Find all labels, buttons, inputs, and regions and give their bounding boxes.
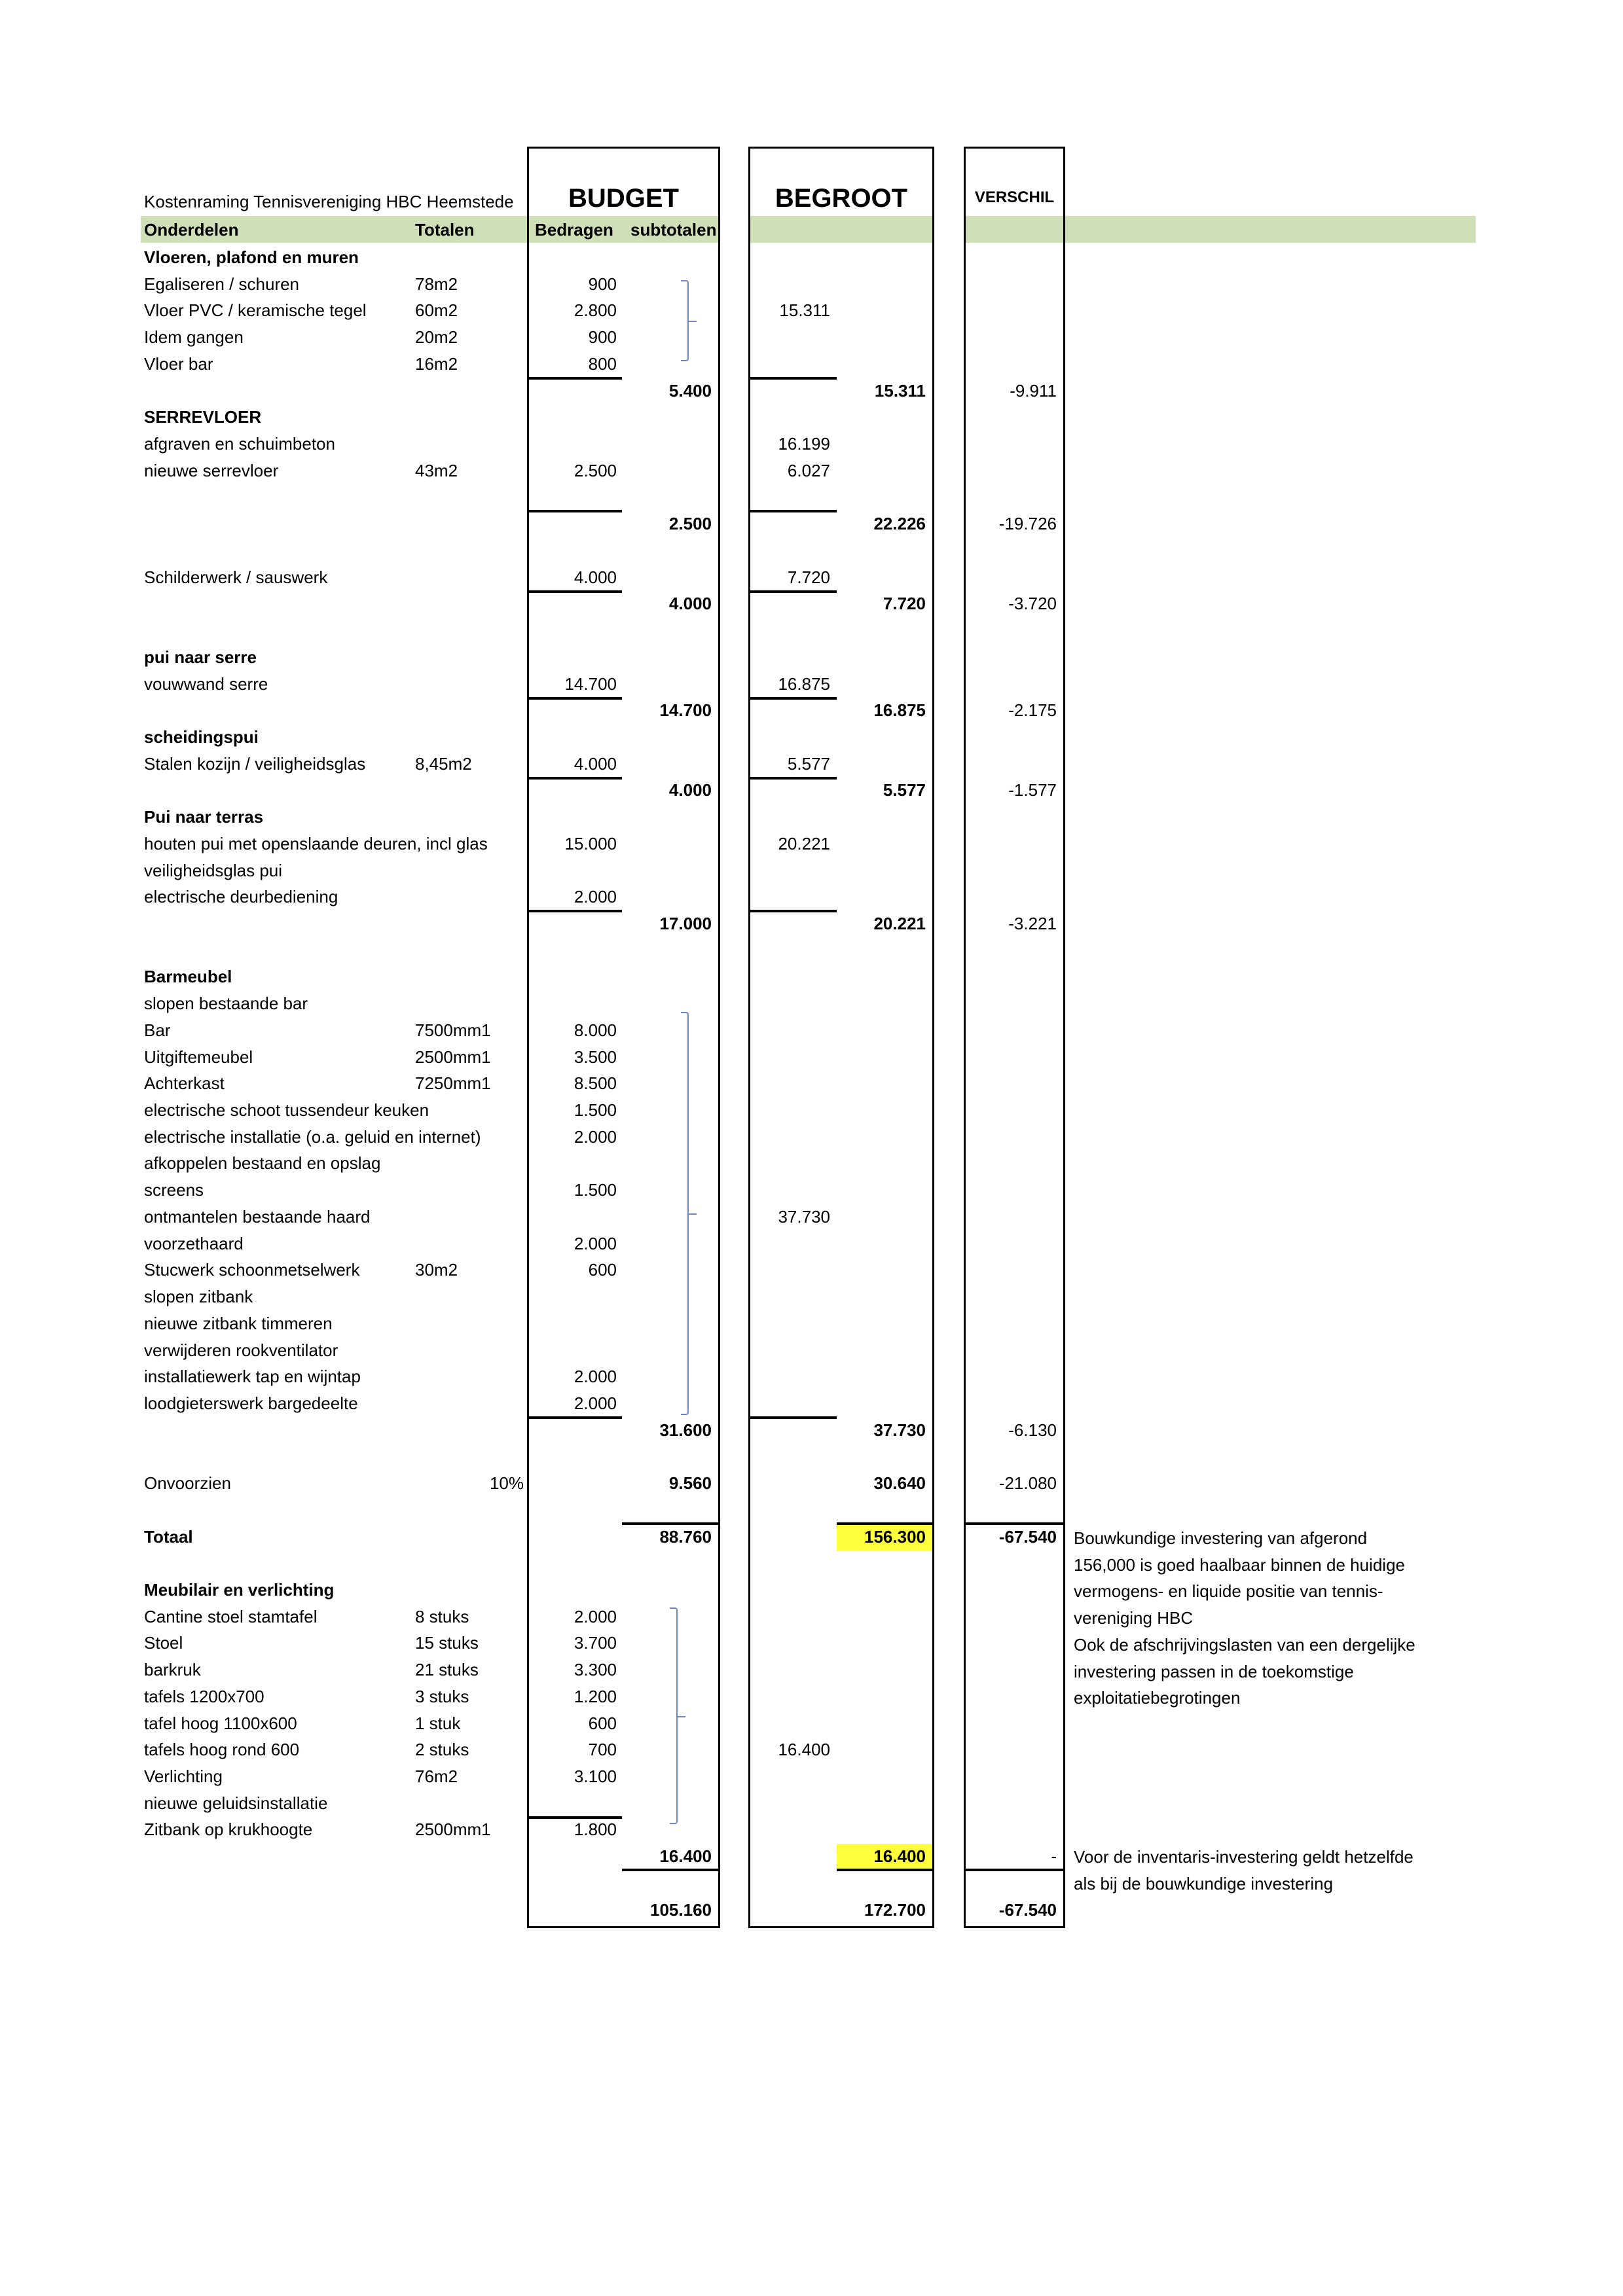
item-label: Egaliseren / schuren (144, 274, 300, 294)
verschil-value: -67.540 (998, 1526, 1057, 1547)
note-line: vermogens- en liquide positie van tennis- (1074, 1581, 1383, 1602)
item-label: Onvoorzien (144, 1473, 231, 1494)
section-heading: SERREVLOER (144, 407, 262, 427)
verschil-value: - (1051, 1846, 1057, 1867)
item-label: Zitbank op krukhoogte (144, 1820, 313, 1840)
item-quantity: 16m2 (415, 353, 458, 374)
sum-line-budget (527, 1816, 622, 1819)
begroot-amount: 20.221 (778, 833, 830, 853)
item-label: Stoel (144, 1633, 183, 1653)
item-label: Bar (144, 1020, 171, 1040)
budget-subtotal: 4.000 (668, 780, 712, 800)
band-gap-1 (718, 216, 748, 243)
grand-total-line-verschil (964, 1869, 1065, 1871)
item-label: electrische schoot tussendeur keuken (144, 1100, 429, 1121)
note-line: Bouwkundige investering van afgerond (1074, 1528, 1368, 1548)
verschil-value: -21.080 (998, 1473, 1057, 1494)
grand-total-line-begroot (837, 1869, 932, 1871)
budget-amount: 3.700 (574, 1633, 617, 1653)
budget-amount: 3.100 (574, 1767, 617, 1787)
verschil-value: -19.726 (998, 514, 1057, 534)
verschil-value: -3.720 (1008, 594, 1057, 614)
begroot-subtotal: 15.311 (874, 380, 926, 401)
budget-subtotal: 4.000 (668, 594, 712, 614)
item-label: Verlichting (144, 1767, 223, 1787)
item-label: nieuwe zitbank timmeren (144, 1313, 333, 1333)
budget-subtotal: 16.400 (659, 1846, 712, 1867)
item-quantity: 15 stuks (415, 1633, 479, 1653)
col-totalen: Totalen (415, 220, 475, 240)
budget-amount: 900 (588, 327, 617, 348)
item-label: tafels hoog rond 600 (144, 1740, 300, 1760)
item-label: afkoppelen bestaand en opslag (144, 1153, 381, 1174)
item-label: electrische deurbediening (144, 887, 338, 907)
budget-amount: 2.000 (574, 1233, 617, 1253)
sum-line-begroot (748, 510, 837, 512)
budget-subtotal: 105.160 (650, 1899, 712, 1920)
budget-amount: 2.000 (574, 887, 617, 907)
budget-subtotal: 88.760 (659, 1526, 712, 1547)
begroot-amount: 15.311 (779, 300, 830, 321)
section-heading: scheidingspui (144, 726, 259, 747)
item-quantity: 2 stuks (415, 1740, 469, 1760)
section-heading: Vloeren, plafond en muren (144, 247, 359, 267)
item-label: loodgieterswerk bargedeelte (144, 1393, 358, 1413)
total-line-verschil (964, 1522, 1065, 1525)
budget-amount: 2.000 (574, 1606, 617, 1626)
budget-amount: 14.700 (564, 673, 617, 694)
budget-amount: 600 (588, 1713, 617, 1733)
budget-amount: 1.200 (574, 1686, 617, 1706)
begroot-amount: 6.027 (787, 460, 830, 480)
note-line: vereniging HBC (1074, 1608, 1194, 1628)
sum-line-budget (527, 777, 622, 780)
item-quantity: 2500mm1 (415, 1820, 491, 1840)
item-label: ontmantelen bestaande haard (144, 1206, 371, 1227)
budget-amount: 3.300 (574, 1660, 617, 1680)
budget-amount: 900 (588, 274, 617, 294)
group-brace-barmeubel (681, 1012, 689, 1415)
col-subtotalen: subtotalen (630, 220, 717, 240)
budget-amount: 2.800 (574, 300, 617, 321)
budget-amount: 8.000 (574, 1020, 617, 1040)
item-label: Stalen kozijn / veiligheidsglas (144, 753, 366, 774)
budget-amount: 2.000 (574, 1126, 617, 1147)
item-quantity: 20m2 (415, 327, 458, 348)
group-brace-vloeren (681, 280, 689, 361)
budget-amount: 1.500 (574, 1100, 617, 1121)
item-label: electrische installatie (o.a. geluid en internet) (144, 1126, 481, 1147)
verschil-value: -1.577 (1008, 780, 1057, 800)
note-line: als bij de bouwkundige investering (1074, 1873, 1334, 1893)
sum-line-begroot (748, 377, 837, 380)
verschil-value: -2.175 (1008, 700, 1057, 721)
begroot-amount: 16.400 (778, 1740, 830, 1760)
contingency-percentage: 10% (489, 1473, 524, 1494)
verschil-heading: VERSCHIL (974, 188, 1055, 206)
begroot-subtotal: 16.875 (873, 700, 926, 721)
budget-amount: 4.000 (574, 753, 617, 774)
item-quantity: 8 stuks (415, 1606, 469, 1626)
budget-amount: 1.800 (574, 1820, 617, 1840)
col-onderdelen: Onderdelen (144, 220, 239, 240)
item-label: slopen bestaande bar (144, 994, 308, 1014)
budget-subtotal: 2.500 (668, 514, 712, 534)
document-title: Kostenraming Tennisvereniging HBC Heemstede (144, 192, 514, 211)
budget-amount: 1.500 (574, 1180, 617, 1200)
section-heading: Meubilair en verlichting (144, 1580, 335, 1600)
item-quantity: 60m2 (415, 300, 458, 321)
budget-amount: 4.000 (574, 567, 617, 587)
budget-subtotal: 14.700 (659, 700, 712, 721)
item-label: Vloer PVC / keramische tegel (144, 300, 367, 321)
item-label: houten pui met openslaande deuren, incl glas (144, 833, 488, 853)
item-label: veiligheidsglas pui (144, 860, 283, 880)
section-heading: Barmeubel (144, 967, 232, 987)
begroot-subtotal: 172.700 (864, 1899, 926, 1920)
item-label: nieuwe serrevloer (144, 460, 279, 480)
note-inventaris (1074, 1844, 1480, 1897)
begroot-amount: 16.199 (778, 434, 830, 454)
verschil-value: -9.911 (1010, 380, 1057, 401)
item-label: Uitgiftemeubel (144, 1047, 253, 1067)
item-label: nieuwe geluidsinstallatie (144, 1793, 328, 1813)
budget-amount: 3.500 (574, 1047, 617, 1067)
begroot-subtotal: 156.300 (864, 1526, 926, 1547)
item-label: screens (144, 1180, 204, 1200)
item-quantity: 7250mm1 (415, 1073, 491, 1094)
begroot-subtotal: 7.720 (883, 594, 926, 614)
band-gap-2 (932, 216, 964, 243)
budget-amount: 15.000 (564, 833, 617, 853)
begroot-amount: 16.875 (778, 673, 830, 694)
item-label: barkruk (144, 1660, 201, 1680)
sum-line-begroot (748, 697, 837, 700)
begroot-subtotal: 20.221 (873, 914, 926, 933)
item-quantity: 43m2 (415, 460, 458, 480)
note-line: Voor de inventaris-investering geldt hetzelfde (1074, 1847, 1413, 1867)
budget-amount: 2.000 (574, 1393, 617, 1413)
sum-line-budget (527, 697, 622, 700)
sum-line-budget (527, 1416, 622, 1419)
item-label: afgraven en schuimbeton (144, 434, 335, 454)
note-line: exploitatiebegrotingen (1074, 1688, 1241, 1708)
item-quantity: 21 stuks (415, 1660, 479, 1680)
sum-line-budget (527, 510, 622, 512)
budget-amount: 700 (588, 1740, 617, 1760)
budget-heading: BUDGET (568, 184, 679, 213)
item-label: vouwwand serre (144, 673, 268, 694)
verschil-value: -6.130 (1008, 1420, 1057, 1440)
item-quantity: 76m2 (415, 1767, 458, 1787)
section-heading: Pui naar terras (144, 807, 264, 827)
budget-amount: 2.500 (574, 460, 617, 480)
budget-amount: 800 (588, 353, 617, 374)
verschil-value: -67.540 (998, 1899, 1057, 1920)
sum-line-budget (527, 377, 622, 380)
item-quantity: 1 stuk (415, 1713, 461, 1733)
begroot-subtotal: 16.400 (873, 1846, 926, 1867)
sum-line-budget (527, 910, 622, 912)
begroot-amount: 37.730 (778, 1206, 830, 1227)
begroot-subtotal: 30.640 (873, 1473, 926, 1494)
item-label: tafel hoog 1100x600 (144, 1713, 297, 1733)
begroot-subtotal: 37.730 (873, 1420, 926, 1440)
item-label: Schilderwerk / sauswerk (144, 567, 328, 587)
begroot-subtotal: 5.577 (883, 780, 926, 800)
group-brace-meubilair (670, 1607, 678, 1824)
sum-line-begroot (748, 590, 837, 593)
item-quantity: 30m2 (415, 1260, 458, 1280)
note-line: investering passen in de toekomstige (1074, 1661, 1354, 1681)
item-label: verwijderen rookventilator (144, 1340, 338, 1360)
total-line-begroot (837, 1522, 932, 1525)
budget-subtotal: 17.000 (659, 914, 712, 933)
item-quantity: 7500mm1 (415, 1020, 491, 1040)
begroot-heading: BEGROOT (775, 184, 908, 213)
item-quantity: 78m2 (415, 274, 458, 294)
begroot-subtotal: 22.226 (873, 514, 926, 534)
verschil-value: -3.221 (1008, 914, 1057, 933)
note-bouwkundig (1074, 1525, 1480, 1712)
verschil-column-box (964, 147, 1065, 1928)
budget-subtotal: 5.400 (668, 380, 712, 401)
item-quantity: 3 stuks (415, 1686, 469, 1706)
item-label: Idem gangen (144, 327, 244, 348)
note-line: Ook de afschrijvingslasten van een dergelijke (1074, 1634, 1415, 1655)
item-quantity: 2500mm1 (415, 1047, 491, 1067)
item-label: voorzethaard (144, 1233, 244, 1253)
item-quantity: 8,45m2 (415, 753, 472, 774)
begroot-column-box (748, 147, 934, 1928)
item-label: Cantine stoel stamtafel (144, 1606, 318, 1626)
begroot-amount: 7.720 (787, 567, 830, 587)
budget-amount: 600 (588, 1260, 617, 1280)
budget-amount: 8.500 (574, 1073, 617, 1094)
sum-line-begroot (748, 777, 837, 780)
item-label: slopen zitbank (144, 1287, 253, 1307)
sum-line-begroot (748, 910, 837, 912)
section-heading: pui naar serre (144, 647, 257, 667)
note-line: 156,000 is goed haalbaar binnen de huidige (1074, 1554, 1405, 1575)
budget-subtotal: 31.600 (659, 1420, 712, 1440)
budget-amount: 2.000 (574, 1367, 617, 1387)
begroot-amount: 5.577 (787, 753, 830, 774)
budget-subtotal: 9.560 (668, 1473, 712, 1494)
item-label: Stucwerk schoonmetselwerk (144, 1260, 360, 1280)
item-label: Achterkast (144, 1073, 225, 1094)
sum-line-begroot (748, 1416, 837, 1419)
item-label: Vloer bar (144, 353, 213, 374)
grand-total-line-budget (622, 1869, 718, 1871)
col-bedragen: Bedragen (535, 220, 613, 240)
sum-line-budget (527, 590, 622, 593)
item-label: installatiewerk tap en wijntap (144, 1367, 361, 1387)
section-heading: Totaal (144, 1526, 193, 1547)
item-label: tafels 1200x700 (144, 1686, 264, 1706)
total-line-budget (622, 1522, 718, 1525)
